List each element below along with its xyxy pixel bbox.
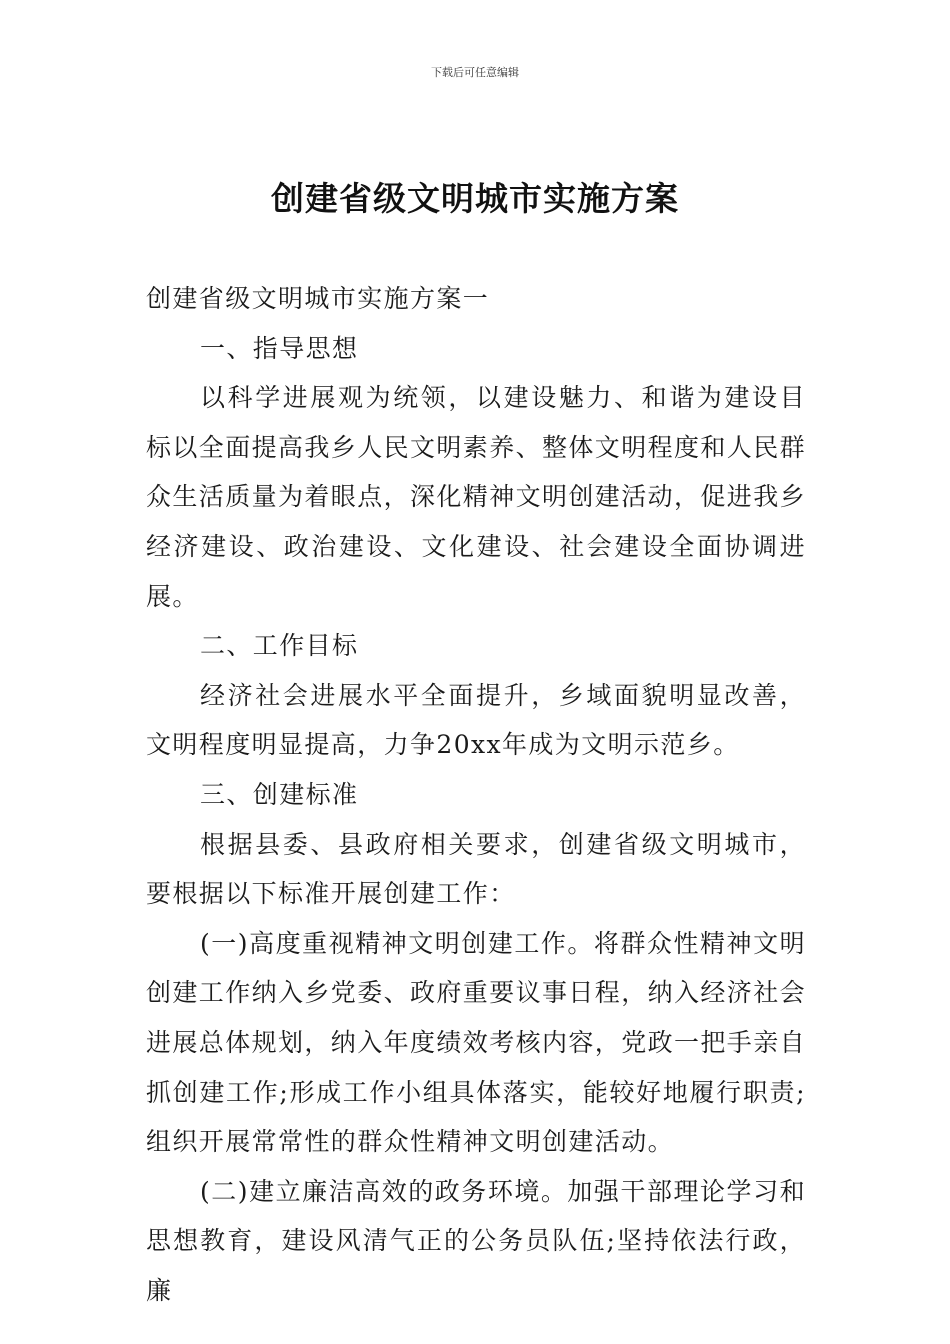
section-heading-standards: 三、创建标准 <box>200 779 359 809</box>
document-body <box>146 274 806 1315</box>
paragraph-standards-intro: 根据县委、县政府相关要求，创建省级文明城市，要根据以下标准开展创建工作： <box>146 829 806 909</box>
paragraph-work-goals: 经济社会进展水平全面提升，乡域面貌明显改善，文明程度明显提高，力争20xx年成为文明示范乡。 <box>146 680 806 760</box>
paragraph-guiding-ideology: 以科学进展观为统领，以建设魅力、和谐为建设目标以全面提高我乡人民文明素养、整体文明程度和人民群众生活质量为着眼点，深化精神文明创建活动，促进我乡经济建设、政治建设、文化建设、社会建设全面协调进展。 <box>146 383 807 611</box>
paragraph-standard-1: (一)高度重视精神文明创建工作。将群众性精神文明创建工作纳入乡党委、政府重要议事日程，纳入经济社会进展总体规划，纳入年度绩效考核内容，党政一把手亲自抓创建工作;形成工作小组具体落实，能较好地履行职责;组织开展常常性的群众性精神文明创建活动。 <box>146 928 807 1157</box>
download-note: 下载后可任意编辑 <box>431 66 519 79</box>
document-title: 创建省级文明城市实施方案 <box>271 179 679 218</box>
section-heading-guiding-ideology: 一、指导思想 <box>200 333 359 363</box>
document-subtitle: 创建省级文明城市实施方案一 <box>146 284 490 313</box>
section-heading-work-goals: 二、工作目标 <box>200 631 359 661</box>
paragraph-standard-2: (二)建立廉洁高效的政务环境。加强干部理论学习和思想教育，建设风清气正的公务员队伍;坚持依法行政，廉 <box>146 1176 806 1305</box>
